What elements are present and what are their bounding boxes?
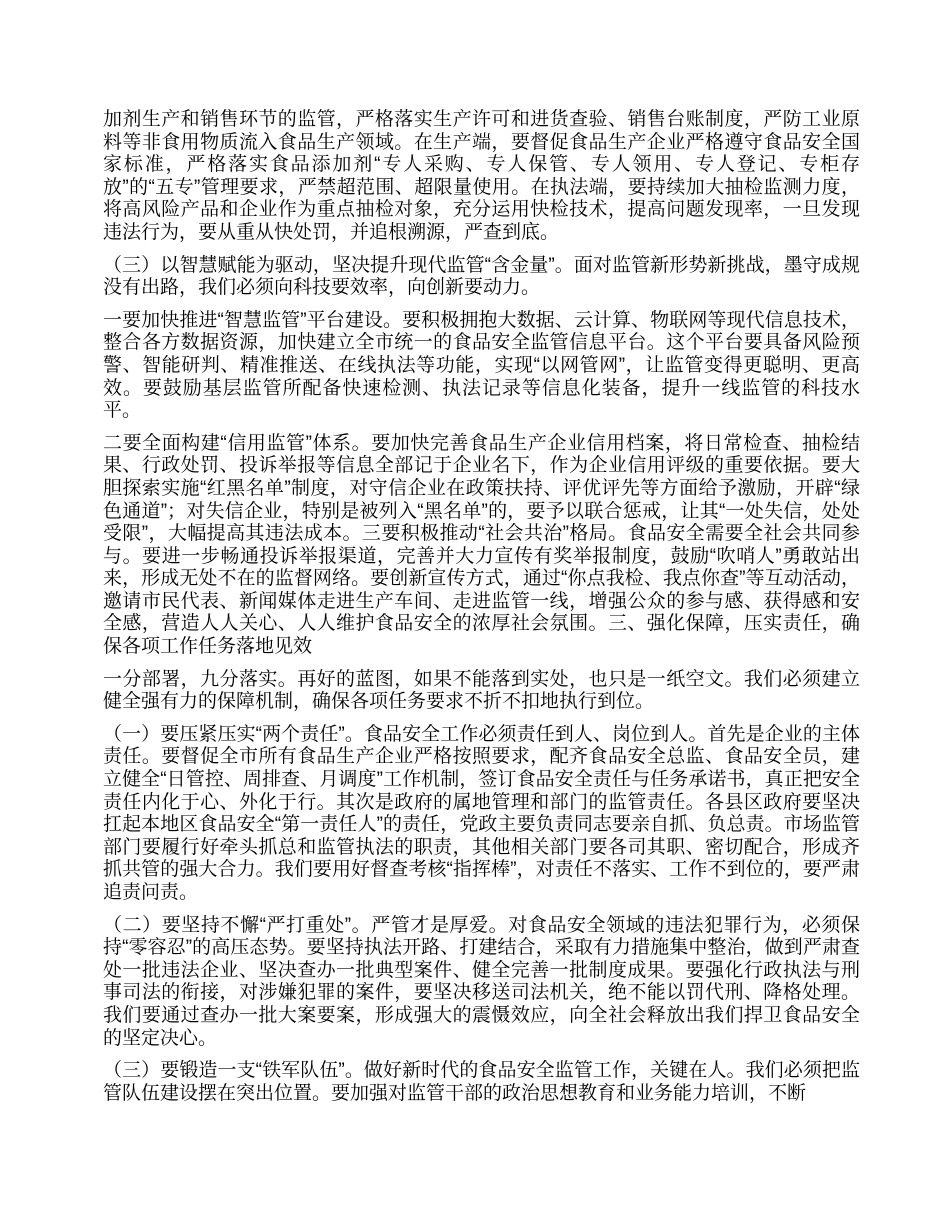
paragraph: 一分部署，九分落实。再好的蓝图，如果不能落到实处，也只是一纸空文。我们必须建立健全强有力的保障机制，确保各项任务要求不折不扣地执行到位。 <box>103 668 860 713</box>
paragraph: （一）要压紧压实“两个责任”。食品安全工作必须责任到人、岗位到人。首先是企业的主体责任。要督促全市所有食品生产企业严格按照要求，配齐食品安全总监、食品安全员，建立健全“日管控、周排查、月调度”工作机制，签订食品安全责任与任务承诺书，真正把安全责任内化于心、外化于行。其次是政府的属地管理和部门的监管责任。各县区政府要坚决扛起本地区食品安全“第一责任人”的责任，党政主要负责同志要亲自抓、负总责。市场监管部门要履行好牵头抓总和监管执法的职责，其他相关部门要各司其职、密切配合，形成齐抓共管的强大合力。我们要用好督查考核“指挥棒”，对责任不落实、工作不到位的，要严肃追责问责。 <box>103 723 860 903</box>
paragraph: （三）以智慧赋能为驱动，坚决提升现代监管“含金量”。面对监管新形势新挑战，墨守成规没有出路，我们必须向科技要效率，向创新要动力。 <box>103 254 860 299</box>
paragraph: （二）要坚持不懈“严打重处”。严管才是厚爱。对食品安全领域的违法犯罪行为，必须保持“零容忍”的高压态势。要坚持执法开路、打建结合，采取有力措施集中整治，做到严肃查处一批违法企业、坚决查办一批典型案件、健全完善一批制度成果。要强化行政执法与刑事司法的衔接，对涉嫌犯罪的案件，要坚决移送司法机关，绝不能以罚代刑、降格处理。我们要通过查办一批大案要案，形成强大的震慑效应，向全社会释放出我们捍卫食品安全的坚定决心。 <box>103 914 860 1049</box>
paragraph: （三）要锻造一支“铁军队伍”。做好新时代的食品安全监管工作，关键在人。我们必须把监管队伍建设摆在突出位置。要加强对监管干部的政治思想教育和业务能力培训，不断 <box>103 1060 860 1104</box>
paragraph: 加剂生产和销售环节的监管，严格落实生产许可和进货查验、销售台账制度，严防工业原料等非食用物质流入食品生产领域。在生产端，要督促食品生产企业严格遵守食品安全国家标准，严格落实食品添加剂“专人采购、专人保管、专人领用、专人登记、专柜存放”的“五专”管理要求，严禁超范围、超限量使用。在执法端，要持续加大抽检监测力度，将高风险产品和企业作为重点抽检对象，充分运用快检技术，提高问题发现率，一旦发现违法行为，要从重从快处罚，并追根溯源，严查到底。 <box>103 109 860 243</box>
paragraph: 二要全面构建“信用监管”体系。要加快完善食品生产企业信用档案，将日常检查、抽检结果、行政处罚、投诉举报等信息全部记于企业名下，作为企业信用评级的重要依据。要大胆探索实施“红黑名单”制度，对守信企业在政策扶持、评优评先等方面给予激励，开辟“绿色通道”；对失信企业，特别是被列入“黑名单”的，要予以联合惩戒，让其“一处失信，处处受限”，大幅提高其违法成本。三要积极推动“社会共治”格局。食品安全需要全社会共同参与。要进一步畅通投诉举报渠道，完善并大力宣传有奖举报制度，鼓励“吹哨人”勇敢站出来，形成无处不在的监督网络。要创新宣传方式，通过“你点我检、我点你查”等互动活动，邀请市民代表、新闻媒体走进生产车间、走进监管一线，增强公众的参与感、获得感和安全感，营造人人关心、人人维护食品安全的浓厚社会氛围。三、强化保障，压实责任，确保各项工作任务落地见效 <box>103 432 860 658</box>
document-body <box>103 109 860 1105</box>
paragraph: 一要加快推进“智慧监管”平台建设。要积极拥抱大数据、云计算、物联网等现代信息技术，整合各方数据资源，加快建立全市统一的食品安全监管信息平台。这个平台要具备风险预警、智能研判、精准推送、在线执法等功能，实现“以网管网”，让监管变得更聪明、更高效。要鼓励基层监管所配备快速检测、执法记录等信息化装备，提升一线监管的科技水平。 <box>103 309 860 422</box>
